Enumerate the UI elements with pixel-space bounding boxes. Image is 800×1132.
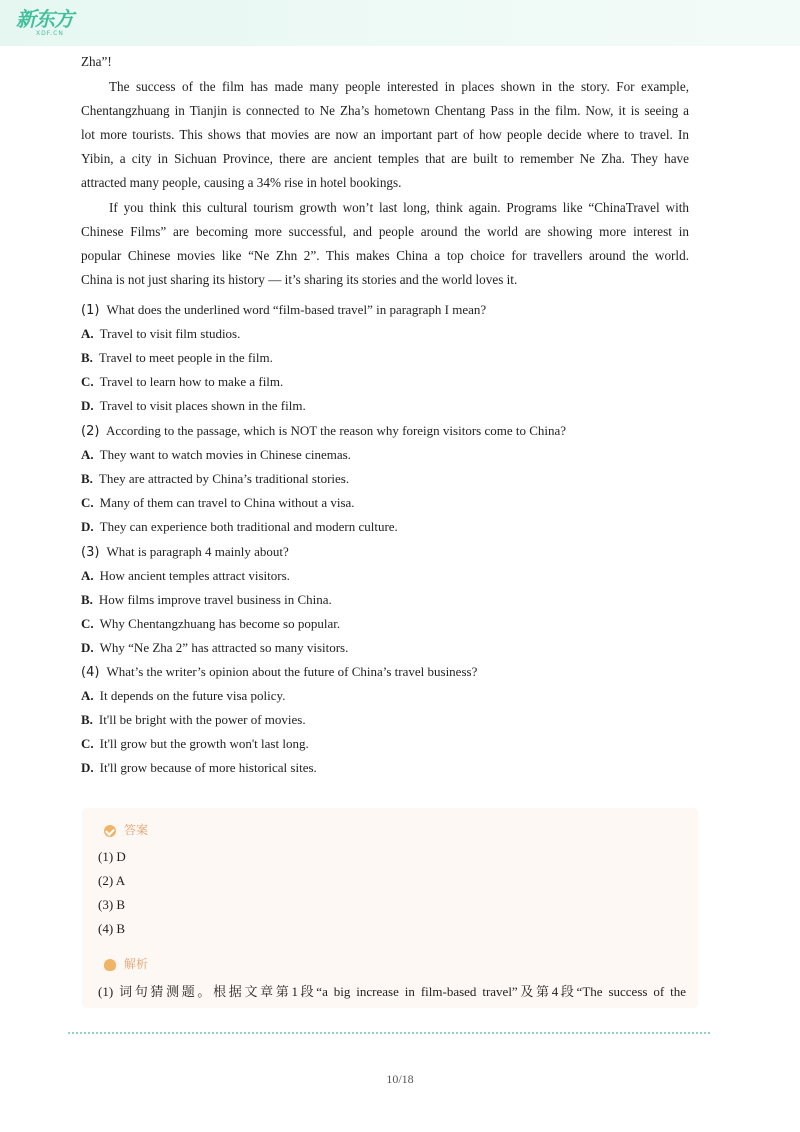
option-b: B. It'll be bright with the power of movies. [81, 712, 306, 727]
answer-item: (3) B [98, 897, 126, 912]
divider [68, 1032, 710, 1034]
option-b: B. How films improve travel business in China. [81, 592, 332, 607]
header-bar [0, 0, 800, 46]
answer-item: (4) B [98, 921, 126, 936]
option-c: C. Many of them can travel to China without a visa. [81, 495, 355, 510]
option-c: C. Why Chentangzhuang has become so popular. [81, 616, 341, 631]
question-3 [81, 540, 701, 660]
question-stem: (3) What is paragraph 4 mainly about? [81, 544, 289, 560]
option-a: A. How ancient temples attract visitors. [81, 568, 290, 583]
option-c: C. It'll grow but the growth won't last long. [81, 736, 309, 751]
question-4 [81, 660, 701, 780]
option-a: A. It depends on the future visa policy. [81, 688, 286, 703]
answer-heading: 答案 [104, 820, 148, 840]
paragraph-line: If you think this cultural tourism growth won’t last long, think again. Programs like “ChinaTravel with [109, 200, 689, 215]
explain-text: (1) 词句猜测题。根据文章第1段“a big increase in film-based travel”及第4段“The success of the [98, 984, 686, 999]
answer-panel [82, 808, 698, 1008]
question-stem: (2) According to the passage, which is NOT the reason why foreign visitors come to China? [81, 423, 567, 439]
paragraph-line: lot more tourists. This shows that movies are now an important part of how people decide where to travel. In [81, 127, 689, 142]
passage-lead: Zha”! [81, 54, 112, 69]
check-icon [104, 825, 116, 837]
page-number: 10/18 [386, 1072, 414, 1086]
option-c: C. Travel to learn how to make a film. [81, 374, 284, 389]
question-2 [81, 419, 701, 539]
logo-subtext: XDF.CN [36, 30, 64, 37]
paragraph-line: The success of the film has made many people interested in places shown in the story. For example, [109, 79, 689, 94]
option-d: D. They can experience both traditional and modern culture. [81, 519, 398, 534]
paragraph-5 [81, 196, 689, 292]
question-stem: (1) What does the underlined word “film-based travel” in paragraph I mean? [81, 302, 487, 318]
explain-heading: 解析 [104, 954, 148, 974]
lightbulb-icon [104, 959, 116, 971]
paragraph-line: Chinese Films” are becoming more successful, and people around the world are showing more interest in [81, 224, 689, 239]
paragraph-line: Chentangzhuang in Tianjin is connected to Ne Zha’s hometown Chentang Pass in the film. Now, it is seeing a [81, 103, 689, 118]
option-b: B. Travel to meet people in the film. [81, 350, 273, 365]
option-b: B. They are attracted by China’s traditional stories. [81, 471, 350, 486]
option-a: A. Travel to visit film studios. [81, 326, 241, 341]
paragraph-line: attracted many people, causing a 34% rise in hotel bookings. [81, 175, 402, 190]
logo-text: 新东方 [16, 7, 73, 31]
option-d: D. Why “Ne Zha 2” has attracted so many visitors. [81, 640, 349, 655]
answer-item: (1) D [98, 849, 126, 864]
answer-item: (2) A [98, 873, 126, 888]
option-d: D. It'll grow because of more historical sites. [81, 760, 317, 775]
paragraph-4 [81, 75, 689, 195]
paragraph-line: popular Chinese movies like “Ne Zhn 2”. This makes China a top choice for travellers around the world. [81, 248, 689, 263]
paragraph-line: Yibin, a city in Sichuan Province, there are ancient temples that are built to remember Ne Zha. They have [81, 151, 689, 166]
paragraph-line: China is not just sharing its history — it’s sharing its stories and the world loves it. [81, 272, 518, 287]
option-d: D. Travel to visit places shown in the film. [81, 398, 306, 413]
question-1 [81, 298, 701, 418]
question-stem: (4) What’s the writer’s opinion about the future of China’s travel business? [81, 664, 478, 680]
option-a: A. They want to watch movies in Chinese cinemas. [81, 447, 351, 462]
xdf-logo [16, 8, 86, 40]
